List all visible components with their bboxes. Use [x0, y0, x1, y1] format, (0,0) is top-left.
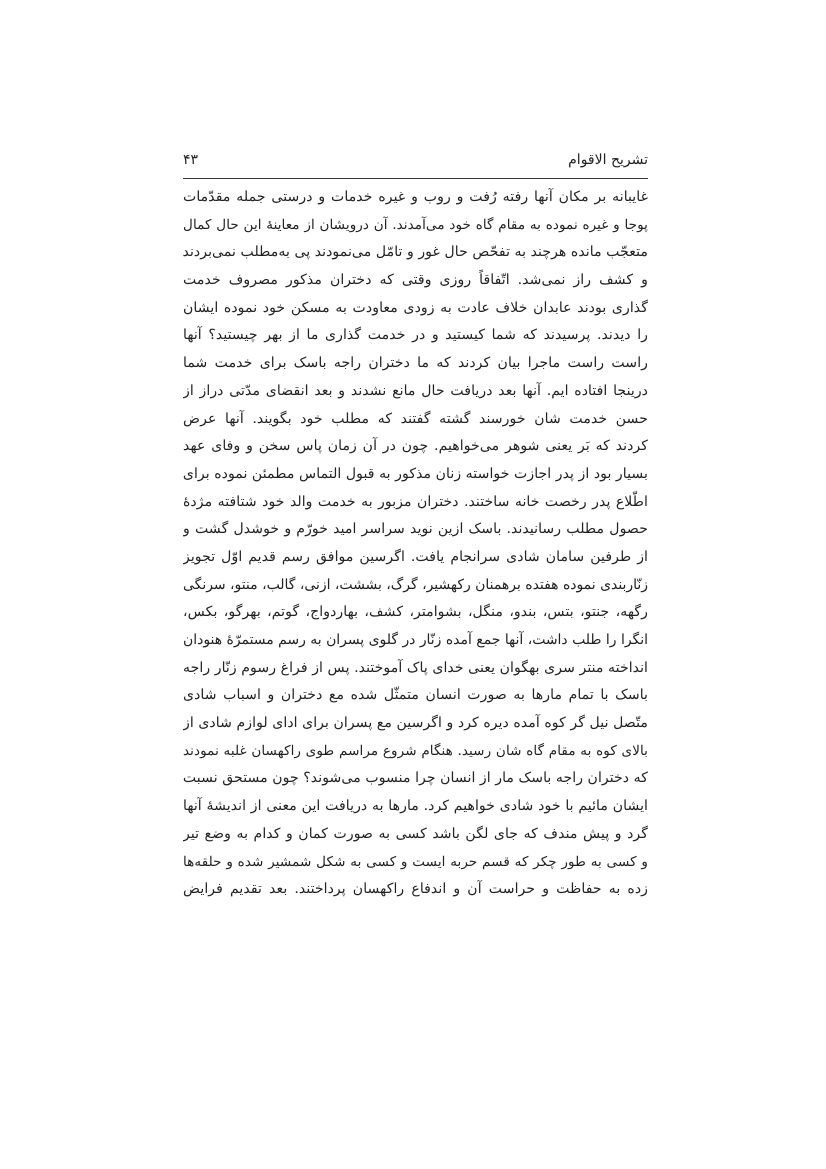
text-line: متعجّب مانده هرچند به تفحّص حال غور و تامّل می‌نمودند پی به‌مطلب نمی‌بردند	[183, 244, 648, 261]
text-line: گذاری بودند عابدان خلاف عادت به زودی معاودت به مسکن خود نموده ایشان	[183, 299, 648, 316]
text-line: پوجا و غیره نموده به مقام گاه خود می‌آمدند. آن درویشان از معاینهٔ این حال کمال	[183, 216, 648, 233]
header-rule	[183, 178, 648, 179]
text-line: غایبانه بر مکان آنها رفته رُفت و روب و غیره خدمات و درستی جمله مقدّمات	[183, 189, 648, 205]
text-line: ایشان مائیم با خود شادی خواهیم کرد. مارها به دریافت این معنی از اندیشهٔ آنها	[183, 798, 648, 815]
text-line: اطّلاع پدر رخصت خانه ساختند. دختران مزبور به خدمت والد خود شتافته مژدهٔ	[183, 493, 648, 510]
text-line: کردند که بَر یعنی شوهر می‌خواهیم. چون در آن زمان پاس سخن و وفای عهد	[183, 438, 648, 455]
text-line: حصول مطلب رسانیدند. باسک ازین نوید سراسر امید خورّم و خوشدل گشت و	[183, 521, 648, 538]
text-line: باسک با تمام مارها به صورت انسان متمثّل شده مع دختران و اسباب شادی	[183, 687, 648, 704]
text-line: گرد و پیش مندف که جای لگن باشد کسی به صورت کمان و کدام به وضع تیر	[183, 825, 648, 842]
text-line: انداخته منتر سری بهگوان یعنی خدای پاک آموختند. پس از فراغ رسوم زنّار راجه	[183, 659, 648, 676]
page-header	[183, 148, 648, 172]
text-line: زنّاربندی نموده هفتده برهمنان رکهشیر، گرگ، بششت، ازنی، گالب، منتو، سرنگی	[183, 576, 648, 593]
text-line: از طرفین سامان شادی سرانجام یافت. اگرسین موافق رسم قدیم اوّل تجویز	[183, 548, 648, 565]
text-line: را دیدند. پرسیدند که شما کیستید و در خدمت گذاری ما از بهر چیستید؟ آنها	[183, 327, 648, 344]
text-line: درینجا افتاده ایم. آنها بعد دریافت حال مانع نشدند و بعد انقضای مدّتی دراز از	[183, 382, 648, 399]
running-title: تشریح الاقوام	[568, 152, 648, 168]
text-line: که دختران راجه باسک مار از انسان چرا منسوب می‌شوند؟ چون مستحق نسبت	[183, 770, 648, 787]
page-number: ۴۳	[183, 152, 199, 168]
text-line: متّصل نیل گر کوه آمده دیره کرد و اگرسین مع پسران برای ادای لوازم شادی از	[183, 715, 648, 732]
text-line: انگرا را طلب داشت، آنها جمع آمده زنّار در گلوی پسران به رسم مستمرّهٔ هنودان	[183, 632, 648, 648]
text-line: بالای کوه به مقام گاه شان رسید. هنگام شروع مراسم طوی راکهسان غلبه نمودند	[183, 742, 648, 759]
text-line: زده به حفاظت و حراست آن و اندفاع راکهسان پرداختند. بعد تقدیم فرایض	[183, 881, 648, 898]
text-line: رگهه، جنتو، بتس، بندو، منگل، بشوامتر، کشف، بهاردواج، گوتم، بهرگو، بکس،	[183, 604, 648, 621]
text-line: حسن خدمت شان خورسند گشته گفتند که مطلب خود بگویند. آنها عرض	[183, 410, 648, 427]
text-line: راست راست ماجرا بیان کردند که ما دختران راجه باسک برای خدمت شما	[183, 355, 648, 372]
text-line: و کسی به طور چکر که قسم حربه ایست و کسی به شکل شمشیر شده و حلقه‌ها	[183, 853, 648, 870]
text-line: بسیار بود از پدر اجازت خواسته زنان مذکور به قبول التماس مطمئن نموده برای	[183, 465, 648, 482]
body-text	[183, 184, 648, 904]
text-line: و کشف راز نمی‌شد. اتّفاقاً روزی وقتی که دختران مذکور مصروف خدمت	[183, 272, 648, 289]
